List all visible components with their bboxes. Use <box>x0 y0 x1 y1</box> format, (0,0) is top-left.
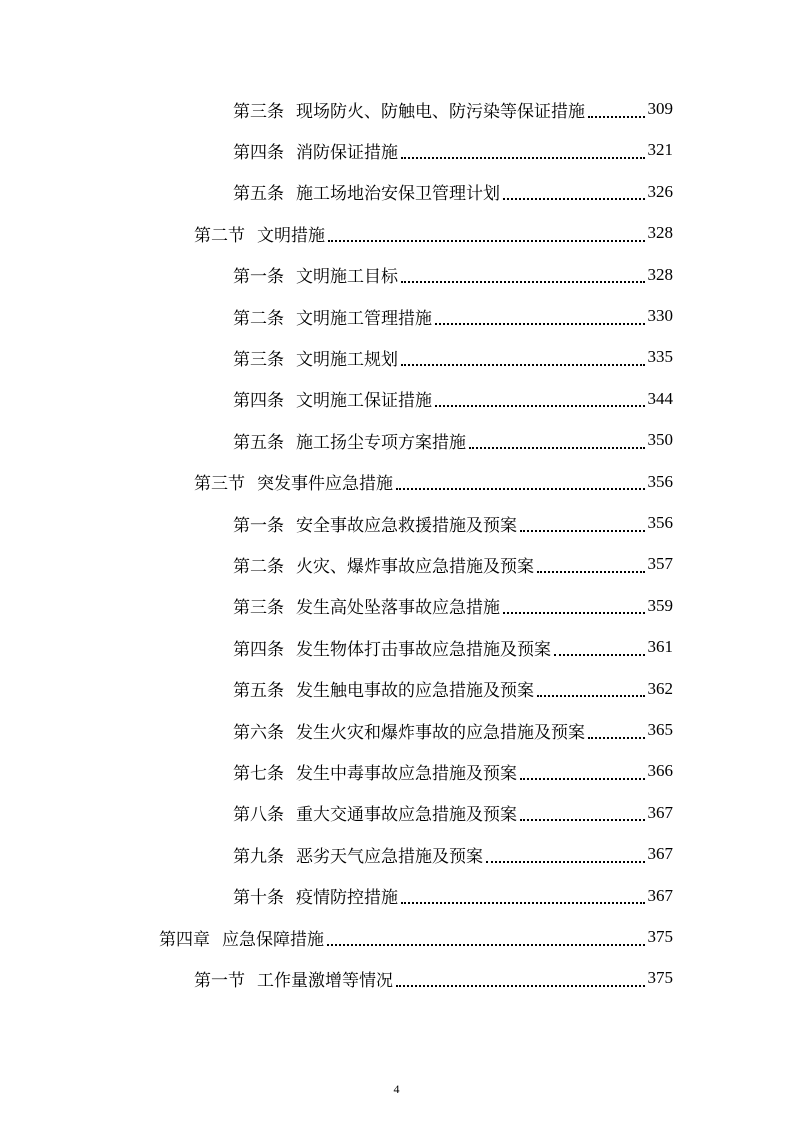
toc-entry[interactable] <box>159 920 673 954</box>
toc-entry-title: 应急保障措施 <box>222 929 324 950</box>
toc-entry-number: 第四章 <box>159 929 210 950</box>
dot-leader <box>486 860 645 863</box>
toc-entry[interactable] <box>233 423 673 457</box>
toc-entry-title: 文明施工保证措施 <box>296 391 432 412</box>
toc-entry[interactable] <box>194 465 673 499</box>
dot-leader <box>588 736 645 739</box>
toc-entry[interactable] <box>233 258 673 292</box>
toc-entry-number: 第四条 <box>233 142 284 163</box>
toc-entry-title: 文明施工管理措施 <box>296 308 432 329</box>
toc-entry[interactable] <box>233 340 673 374</box>
dot-leader <box>401 363 645 366</box>
toc-entry-page: 335 <box>647 347 673 367</box>
dot-leader <box>328 239 645 242</box>
toc-entry-title: 安全事故应急救援措施及预案 <box>296 515 517 536</box>
toc-entry-page: 361 <box>647 637 673 657</box>
toc-entry-page: 366 <box>647 761 673 781</box>
dot-leader <box>401 280 645 283</box>
toc-entry-page: 309 <box>647 99 673 118</box>
toc-entry-page: 367 <box>647 885 673 905</box>
toc-entry[interactable] <box>233 672 673 706</box>
toc-entry-number: 第二条 <box>233 556 284 577</box>
toc-entry-number: 第四条 <box>233 639 284 660</box>
dot-leader <box>520 777 645 780</box>
toc-entry-page: 375 <box>647 927 673 946</box>
toc-entry-number: 第五条 <box>233 681 284 702</box>
toc-entry[interactable] <box>233 175 673 209</box>
toc-entry-title: 重大交通事故应急措施及预案 <box>296 805 517 826</box>
toc-entry[interactable] <box>233 837 673 871</box>
dot-leader <box>588 115 645 118</box>
dot-leader <box>520 529 645 532</box>
toc-entry-number: 第十条 <box>233 888 284 909</box>
toc-entry-number: 第四条 <box>233 391 284 412</box>
toc-entry-title: 疫情防控措施 <box>296 888 398 909</box>
dot-leader <box>401 156 645 159</box>
dot-leader <box>503 611 645 614</box>
toc-entry-title: 发生物体打击事故应急措施及预案 <box>296 639 551 660</box>
toc-entry-title: 施工扬尘专项方案措施 <box>296 432 466 453</box>
toc-entry-page: 350 <box>647 430 673 450</box>
toc-entry-page: 344 <box>647 388 673 408</box>
toc-entry[interactable] <box>233 796 673 830</box>
toc-entry-title: 施工场地治安保卫管理计划 <box>296 184 500 205</box>
toc-entry-page: 321 <box>647 140 673 160</box>
toc-entry-page: 328 <box>647 223 673 243</box>
toc-entry[interactable] <box>233 589 673 623</box>
dot-leader <box>401 901 645 904</box>
toc-entry-number: 第五条 <box>233 184 284 205</box>
toc-entry-number: 第三条 <box>233 101 284 122</box>
toc-entry-title: 发生中毒事故应急措施及预案 <box>296 763 517 784</box>
toc-entry-number: 第九条 <box>233 846 284 867</box>
toc-entry-title: 发生触电事故的应急措施及预案 <box>296 681 534 702</box>
toc-entry-page: 357 <box>647 554 673 574</box>
toc-entry-page: 330 <box>647 306 673 325</box>
toc-entry-number: 第一条 <box>233 515 284 536</box>
toc-entry-page: 356 <box>647 471 673 491</box>
toc-entry-page: 328 <box>647 264 673 284</box>
toc-entry-title: 恶劣天气应急措施及预案 <box>296 846 483 867</box>
toc-entry-number: 第三节 <box>194 474 245 495</box>
toc-entry[interactable] <box>233 299 673 333</box>
dot-leader <box>537 694 645 697</box>
dot-leader <box>396 487 645 490</box>
toc-entry-number: 第二节 <box>194 225 245 246</box>
toc-entry-title: 发生火灾和爆炸事故的应急措施及预案 <box>296 722 585 743</box>
toc-entry-number: 第一条 <box>233 267 284 288</box>
toc-entry-number: 第五条 <box>233 432 284 453</box>
toc-entry-title: 火灾、爆炸事故应急措施及预案 <box>296 556 534 577</box>
toc-entry-page: 359 <box>647 595 673 615</box>
toc-entry-title: 突发事件应急措施 <box>257 474 393 495</box>
toc-entry-title: 现场防火、防触电、防污染等保证措施 <box>296 101 585 122</box>
toc-entry[interactable] <box>194 216 673 250</box>
toc-entry-page: 326 <box>647 181 673 201</box>
toc-entry[interactable] <box>233 133 673 167</box>
toc-entry-title: 文明措施 <box>257 225 325 246</box>
toc-entry-title: 文明施工目标 <box>296 267 398 288</box>
toc-entry[interactable] <box>233 630 673 664</box>
toc-entry[interactable] <box>233 754 673 788</box>
dot-leader <box>554 653 645 656</box>
dot-leader <box>503 197 645 200</box>
dot-leader <box>435 322 645 325</box>
page-number: 4 <box>393 1082 400 1096</box>
toc-entry-title: 发生高处坠落事故应急措施 <box>296 598 500 619</box>
toc-entry[interactable] <box>233 382 673 416</box>
toc-entry[interactable] <box>233 879 673 913</box>
toc-entry-number: 第七条 <box>233 763 284 784</box>
toc-entry-number: 第三条 <box>233 349 284 370</box>
toc-entry-page: 362 <box>647 678 673 698</box>
dot-leader <box>396 984 645 987</box>
toc-entry-page: 367 <box>647 802 673 822</box>
toc-entry-number: 第一节 <box>194 970 245 991</box>
toc-entry-page: 367 <box>647 844 673 864</box>
toc-entry-title: 文明施工规划 <box>296 349 398 370</box>
toc-entry[interactable] <box>194 961 673 995</box>
toc-entry-page: 356 <box>647 513 673 532</box>
dot-leader <box>537 570 645 573</box>
toc-entry-number: 第八条 <box>233 805 284 826</box>
toc-entry-page: 365 <box>647 720 673 739</box>
toc-entry-page: 375 <box>647 968 673 988</box>
toc-entry-number: 第三条 <box>233 598 284 619</box>
toc-entry[interactable] <box>233 92 673 126</box>
toc-entry-number: 第六条 <box>233 722 284 743</box>
dot-leader <box>469 446 645 449</box>
toc-entry-title: 消防保证措施 <box>296 142 398 163</box>
toc-entry[interactable] <box>233 547 673 581</box>
toc-entry[interactable] <box>233 506 673 540</box>
toc-entry[interactable] <box>233 713 673 747</box>
dot-leader <box>327 943 645 946</box>
dot-leader <box>520 818 645 821</box>
toc-entry-title: 工作量激增等情况 <box>257 970 393 991</box>
dot-leader <box>435 404 645 407</box>
toc-entry-number: 第二条 <box>233 308 284 329</box>
